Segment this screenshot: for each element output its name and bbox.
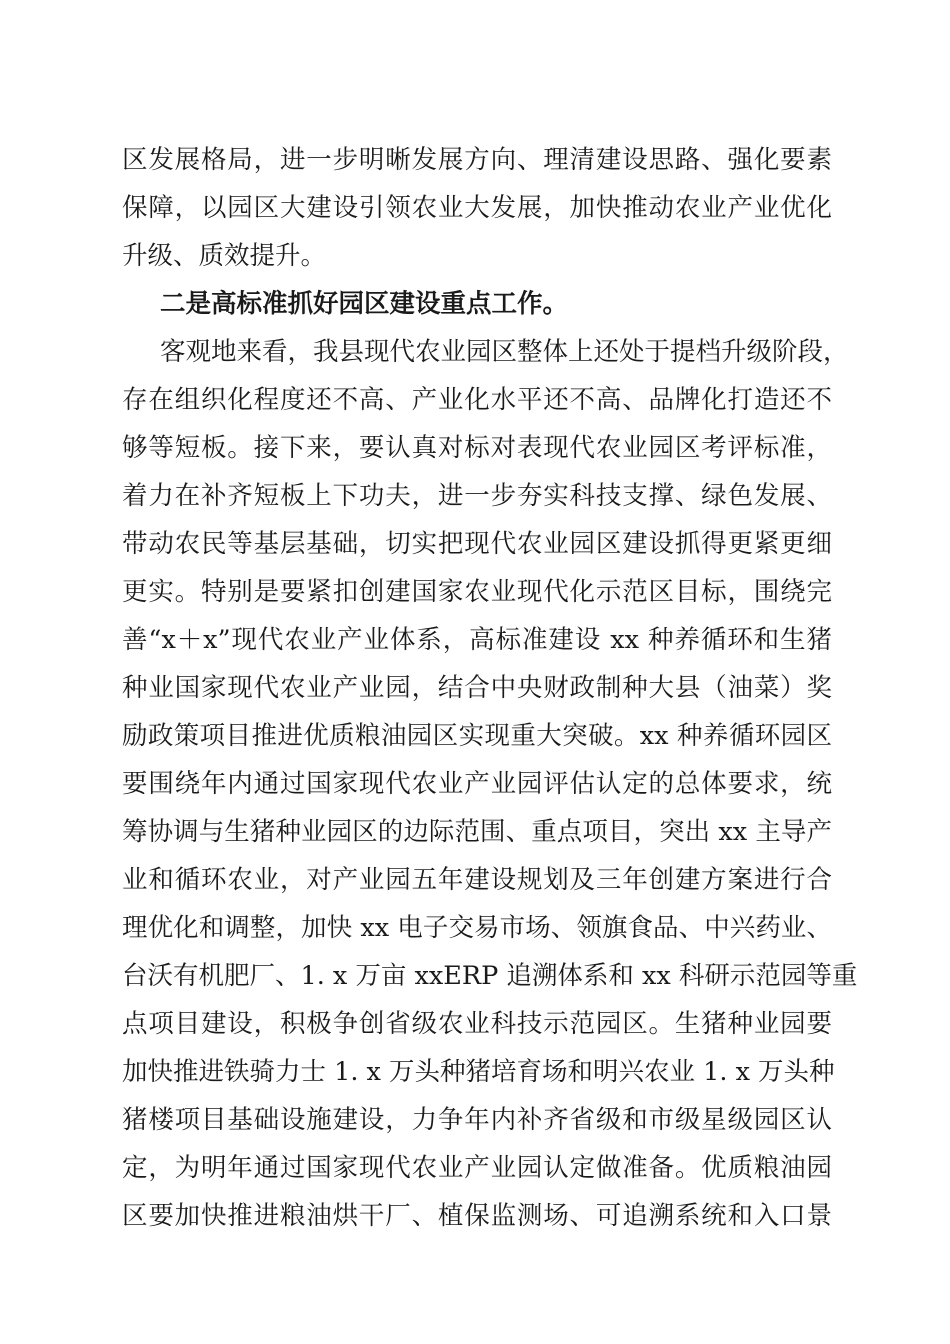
paragraph-line: 定，为明年通过国家现代农业产业园认定做准备。优质粮油园 [122,1153,832,1183]
paragraph-line: 善“x＋x”现代农业产业体系，高标准建设 xx 种养循环和生猪 [122,625,832,655]
paragraph-line: 要围绕年内通过国家现代农业产业园评估认定的总体要求，统 [122,769,832,799]
paragraph-line: 保障，以园区大建设引领农业大发展，加快推动农业产业优化 [122,193,832,223]
paragraph-line: 区发展格局，进一步明晰发展方向、理清建设思路、强化要素 [122,145,832,175]
paragraph-line: 种业国家现代农业产业园，结合中央财政制种大县（油菜）奖 [122,673,832,703]
paragraph-line: 台沃有机肥厂、1. x 万亩 xxERP 追溯体系和 xx 科研示范园等重 [122,961,858,991]
paragraph-line: 励政策项目推进优质粮油园区实现重大突破。xx 种养循环园区 [122,721,832,751]
paragraph-line: 区要加快推进粮油烘干厂、植保监测场、可追溯系统和入口景 [122,1201,832,1231]
paragraph-line: 加快推进铁骑力士 1. x 万头种猪培育场和明兴农业 1. x 万头种 [122,1057,835,1087]
paragraph-line: 点项目建设，积极争创省级农业科技示范园区。生猪种业园要 [122,1009,832,1039]
section-heading: 二是高标准抓好园区建设重点工作。 [160,289,569,319]
paragraph-line: 升级、质效提升。 [122,241,327,271]
paragraph-line: 业和循环农业，对产业园五年建设规划及三年创建方案进行合 [122,865,832,895]
paragraph-line: 带动农民等基层基础，切实把现代农业园区建设抓得更紧更细 [122,529,832,559]
paragraph-line: 客观地来看，我县现代农业园区整体上还处于提档升级阶段， [160,337,849,367]
paragraph-line: 理优化和调整，加快 xx 电子交易市场、领旗食品、中兴药业、 [122,913,832,943]
paragraph-line: 筹协调与生猪种业园区的边际范围、重点项目，突出 xx 主导产 [122,817,832,847]
paragraph-line: 更实。特别是要紧扣创建国家农业现代化示范区目标，围绕完 [122,577,832,607]
paragraph-line: 存在组织化程度还不高、产业化水平还不高、品牌化打造还不 [122,385,832,415]
paragraph-line: 够等短板。接下来，要认真对标对表现代农业园区考评标准， [122,433,832,463]
paragraph-line: 着力在补齐短板上下功夫，进一步夯实科技支撑、绿色发展、 [122,481,832,511]
paragraph-line: 猪楼项目基础设施建设，力争年内补齐省级和市级星级园区认 [122,1105,832,1135]
